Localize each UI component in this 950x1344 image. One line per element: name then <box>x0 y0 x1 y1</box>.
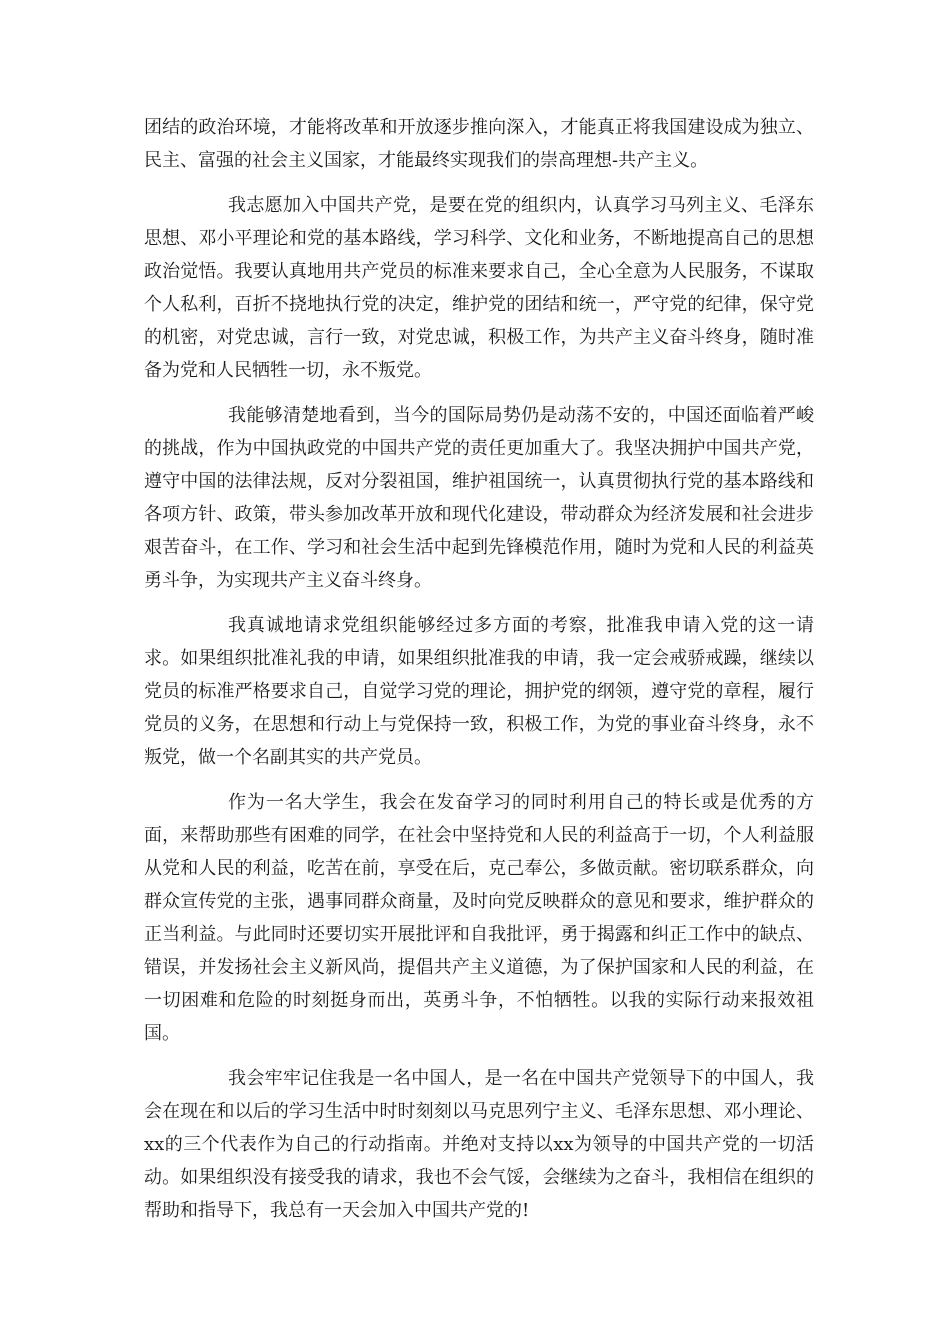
paragraph-2: 我志愿加入中国共产党，是要在党的组织内，认真学习马列主义、毛泽东思想、邓小平理论和党的基本路线，学习科学、文化和业务，不断地提高自己的思想政治觉悟。我要认真地用共产党员的标准来要求自己，全心全意为人民服务，不谋取个人私利，百折不挠地执行党的决定，维护党的团结和统一，严守党的纪律，保守党的机密，对党忠诚，言行一致，对党忠诚，积极工作，为共产主义奋斗终身，随时准备为党和人民牺牲一切，永不叛党。 <box>144 195 814 381</box>
paragraph-4: 我真诚地请求党组织能够经过多方面的考察，批准我申请入党的这一请求。如果组织批准礼我的申请，如果组织批准我的申请，我一定会戒骄戒躁，继续以党员的标准严格要求自己，自觉学习党的理论，拥护党的纲领，遵守党的章程，履行党员的义务，在思想和行动上与党保持一致，积极工作，为党的事业奋斗终身，永不叛党，做一个名副其实的共产党员。 <box>144 615 814 768</box>
paragraph-6: 我会牢牢记住我是一名中国人，是一名在中国共产党领导下的中国人，我会在现在和以后的学习生活中时时刻刻以马克思列宁主义、毛泽东思想、邓小理论、xx的三个代表作为自己的行动指南。并绝对支持以xx为领导的中国共产党的一切活动。如果组织没有接受我的请求，我也不会气馁，会继续为之奋斗，我相信在组织的帮助和指导下，我总有一天会加入中国共产党的! <box>144 1068 814 1221</box>
paragraph-5: 作为一名大学生，我会在发奋学习的同时利用自己的特长或是优秀的方面，来帮助那些有困难的同学，在社会中坚持党和人民的利益高于一切，个人利益服从党和人民的利益，吃苦在前，享受在后，克己奉公，多做贡献。密切联系群众，向群众宣传党的主张，遇事同群众商量，及时向党反映群众的意见和要求，维护群众的正当利益。与此同时还要切实开展批评和自我批评，勇于揭露和纠正工作中的缺点、错误，并发扬社会主义新风尚，提倡共产主义道德，为了保护国家和人民的利益，在一切困难和危险的时刻挺身而出，英勇斗争，不怕牺牲。以我的实际行动来报效祖国。 <box>144 792 814 1044</box>
paragraph-3: 我能够清楚地看到，当今的国际局势仍是动荡不安的，中国还面临着严峻的挑战，作为中国执政党的中国共产党的责任更加重大了。我坚决拥护中国共产党，遵守中国的法律法规，反对分裂祖国，维护祖国统一，认真贯彻执行党的基本路线和各项方针、政策，带头参加改革开放和现代化建设，带动群众为经济发展和社会进步艰苦奋斗，在工作、学习和社会生活中起到先锋模范作用，随时为党和人民的利益英勇斗争，为实现共产主义奋斗终身。 <box>144 405 814 591</box>
document-body <box>144 111 814 1239</box>
paragraph-1: 团结的政治环境，才能将改革和开放逐步推向深入，才能真正将我国建设成为独立、民主、富强的社会主义国家，才能最终实现我们的崇高理想-共产主义。 <box>144 117 814 171</box>
